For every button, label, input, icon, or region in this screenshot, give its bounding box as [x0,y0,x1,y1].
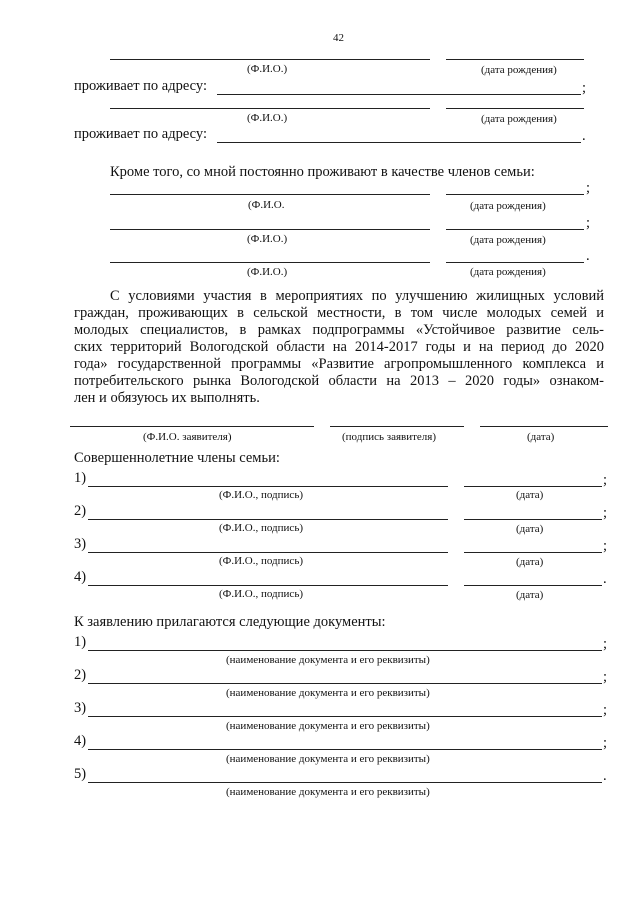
applicant-fio-caption: (Ф.И.О. заявителя) [143,431,232,443]
document-caption: (наименование документа и его реквизиты) [226,654,430,666]
document-line[interactable] [88,749,602,750]
document-line[interactable] [88,716,602,717]
document-number: 3) [74,700,87,716]
address-label: проживает по адресу: [74,78,207,94]
adult-number: 1) [74,470,87,486]
document-line[interactable] [88,650,602,651]
family-fio-line[interactable] [110,194,430,195]
fio-line[interactable] [110,59,430,60]
applicant-date-caption: (дата) [527,431,555,443]
adult-fio-line[interactable] [88,585,448,586]
paragraph-line: лен и обязуюсь их выполнять. [74,390,260,406]
family-semicolon: ; [586,215,591,231]
document-caption: (наименование документа и его реквизиты) [226,687,430,699]
document-number: 2) [74,667,87,683]
page-number: 42 [333,32,344,44]
birth-date-line[interactable] [446,108,584,109]
address-semicolon: ; [582,80,587,96]
family-birth-line[interactable] [446,229,584,230]
applicant-signature-caption: (подпись заявителя) [342,431,437,443]
document-semicolon: ; [603,735,608,751]
family-intro: Кроме того, со мной постоянно проживают в качестве членов семьи: [110,164,535,180]
adult-number: 2) [74,503,87,519]
paragraph-line: С условиями участия в мероприятиях по улучшению жилищных условий [110,288,604,304]
address-line[interactable] [217,94,581,95]
birth-caption: (дата рождения) [481,113,557,125]
address-period: . [582,128,586,144]
adult-semicolon: ; [603,472,608,488]
family-birth-caption: (дата рождения) [470,234,546,246]
adult-fio-caption: (Ф.И.О., подпись) [219,489,303,501]
adult-date-line[interactable] [464,486,602,487]
adult-fio-caption: (Ф.И.О., подпись) [219,522,303,534]
adult-fio-line[interactable] [88,552,448,553]
document-line[interactable] [88,782,602,783]
adult-number: 3) [74,536,87,552]
paragraph-line: ских территорий Вологодской области на 2014-2017 годы и на период до 2020 [74,339,604,355]
family-birth-caption: (дата рождения) [470,266,546,278]
adult-number: 4) [74,569,87,585]
document-number: 1) [74,634,87,650]
paragraph-line: года» государственной программы «Развитие агропромышленного комплекса и [74,356,604,372]
adult-semicolon: ; [603,538,608,554]
adult-fio-line[interactable] [88,486,448,487]
family-semicolon: ; [586,180,591,196]
adult-semicolon: ; [603,505,608,521]
birth-caption: (дата рождения) [481,64,557,76]
adult-fio-line[interactable] [88,519,448,520]
applicant-date-line[interactable] [480,426,608,427]
paragraph-line: молодых специалистов, в рамках подпрограммы «Устойчивое развитие сель- [74,322,604,338]
document-period: . [603,768,607,784]
document-caption: (наименование документа и его реквизиты) [226,720,430,732]
adult-period: . [603,571,607,587]
address-label: проживает по адресу: [74,126,207,142]
document-line[interactable] [88,683,602,684]
document-caption: (наименование документа и его реквизиты) [226,786,430,798]
adults-heading: Совершеннолетние члены семьи: [74,450,280,466]
document-number: 4) [74,733,87,749]
document-number: 5) [74,766,87,782]
family-fio-line[interactable] [110,229,430,230]
fio-line[interactable] [110,108,430,109]
address-line[interactable] [217,142,581,143]
conditions-paragraph [74,288,604,407]
family-fio-caption: (Ф.И.О.) [247,233,288,245]
documents-heading: К заявлению прилагаются следующие документы: [74,614,386,630]
family-birth-line[interactable] [446,194,584,195]
family-birth-line[interactable] [446,262,584,263]
family-birth-caption: (дата рождения) [470,200,546,212]
family-fio-line[interactable] [110,262,430,263]
applicant-signature-line[interactable] [330,426,464,427]
adult-date-line[interactable] [464,585,602,586]
adult-date-line[interactable] [464,552,602,553]
paragraph-line: граждан, проживающих в сельской местности, в том числе молодых семей и [74,305,604,321]
adult-fio-caption: (Ф.И.О., подпись) [219,588,303,600]
document-semicolon: ; [603,702,608,718]
family-fio-caption: (Ф.И.О.) [247,266,288,278]
birth-date-line[interactable] [446,59,584,60]
family-period: . [586,248,590,264]
adult-date-caption: (дата) [516,489,544,501]
adult-date-caption: (дата) [516,556,544,568]
document-semicolon: ; [603,669,608,685]
adult-date-caption: (дата) [516,523,544,535]
fio-caption: (Ф.И.О.) [247,63,288,75]
adult-fio-caption: (Ф.И.О., подпись) [219,555,303,567]
fio-caption: (Ф.И.О.) [247,112,288,124]
adult-date-caption: (дата) [516,589,544,601]
applicant-fio-line[interactable] [70,426,314,427]
adult-date-line[interactable] [464,519,602,520]
paragraph-line: потребительского рынка Вологодской области на 2013 – 2020 годы» ознаком- [74,373,604,389]
family-fio-caption: (Ф.И.О. [248,199,285,211]
document-semicolon: ; [603,636,608,652]
document-caption: (наименование документа и его реквизиты) [226,753,430,765]
